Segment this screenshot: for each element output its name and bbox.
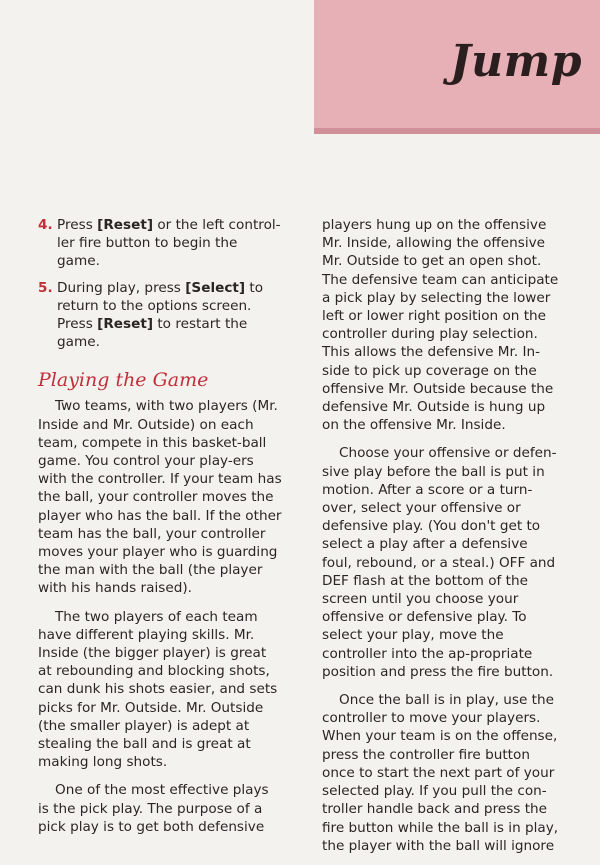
step-number: 5. [38, 279, 53, 296]
paragraph: Once the ball is in play, use the controller to move your players. When your team is on the offense, press the controller fire button once to start the next part of your selected play. If you pull the con-troller handle back and press the fire button while the ball is in play, the player with the ball will ignore [322, 692, 559, 854]
right-column [322, 216, 560, 865]
paragraph: One of the most effective plays is the pick play. The purpose of a pick play is to get both defensive [38, 782, 269, 835]
paragraph: players hung up on the offensive Mr. Inside, allowing the offensive Mr. Outside to get an open shot. The defensive team can anticipate a pick play by selecting the lower left or lower right position on the controller during play selection. This allows the defensive Mr. In-side to pick up coverage on the offensive Mr. Outside because the defensive Mr. Outside is hung up on the offensive Mr. Inside. [322, 217, 559, 434]
header-rule [314, 128, 600, 134]
select-key: [Select] [185, 279, 246, 296]
step-4 [38, 216, 282, 271]
paragraph: Two teams, with two players (Mr. Inside and Mr. Outside) on each team, compete in this basket-ball game. You control your play-ers with the controller. If your team has the ball, your controller moves the player who has the ball. If the other team has the ball, your controller moves your player who is guarding the man with the ball (the player with his hands raised). [38, 398, 282, 597]
step-text-part: or the left control-ler fire button to begin the game. [57, 217, 281, 270]
page-title: Jump [449, 36, 582, 87]
step-number: 4. [38, 217, 53, 233]
paragraph: Choose your offensive or defen-sive play before the ball is put in motion. After a score or a turn-over, select your offensive or defensive play. (You don't get to select a play after a defensive foul, rebound, or a steal.) OFF and DEF flash at the bottom of the screen until you choose your offensive or defensive play. To select your play, move the controller into the ap-propriate position and press the fire button. [322, 445, 557, 680]
step-text-part: During play, press [57, 279, 186, 296]
section-heading: Playing the Game [38, 369, 209, 392]
left-column [38, 216, 282, 846]
step-text-part: to restart the game. [57, 316, 248, 351]
header-band [314, 0, 600, 134]
reset-key: [Reset] [97, 316, 154, 333]
step-text-part: Press [57, 217, 98, 233]
step-text [57, 216, 282, 271]
step-text-part: to return to the options screen. Press [57, 279, 264, 333]
step-5 [38, 279, 282, 352]
paragraph: The two players of each team have different playing skills. Mr. Inside (the bigger player) is great at rebounding and blocking shots, can dunk his shots easier, and sets picks for Mr. Outside. Mr. Outside (the smaller player) is adept at stealing the ball and is great at making long shots. [38, 608, 278, 771]
step-text [57, 279, 282, 352]
reset-key: [Reset] [97, 217, 154, 233]
